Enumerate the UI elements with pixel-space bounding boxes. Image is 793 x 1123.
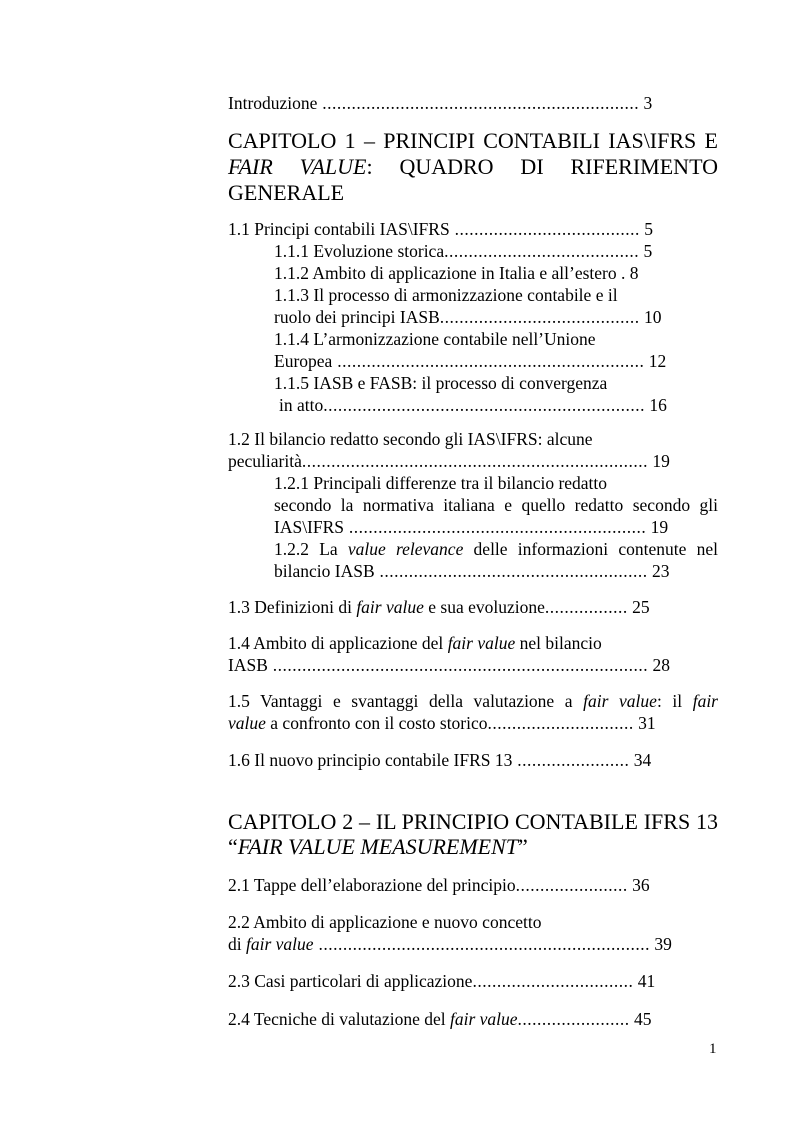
toc-leader: .................................................................... xyxy=(313,934,650,954)
toc-entry-1-1-2[interactable] xyxy=(274,262,638,284)
italic-term: fair value xyxy=(356,597,424,617)
toc-entry-1-2-line-2[interactable] xyxy=(228,450,670,472)
toc-label: bilancio IASB xyxy=(274,561,375,581)
toc-page: 3 xyxy=(639,93,653,113)
toc-leader: .................................................................. xyxy=(323,395,645,415)
italic-term: fair value xyxy=(449,1009,518,1029)
toc-entry-1-4-line-2[interactable] xyxy=(228,654,670,676)
toc-entry-1-1-3-line-2[interactable] xyxy=(274,306,662,328)
chapter-1-heading-line-3: GENERALE xyxy=(228,180,345,205)
toc-leader: ........................................ xyxy=(444,241,640,261)
toc-entry-1-1-5-line-2[interactable] xyxy=(279,394,667,416)
toc-label: 1.1.2 Ambito di applicazione in Italia e all’estero xyxy=(274,263,617,283)
toc-entry-2-2-line-1[interactable]: 2.2 Ambito di applicazione e nuovo concetto xyxy=(228,912,542,932)
toc-page: 8 xyxy=(625,263,639,283)
toc-entry-1-2-2-line-2[interactable] xyxy=(274,560,670,582)
toc-entry-1-6[interactable] xyxy=(228,749,651,771)
toc-leader: ................. xyxy=(544,597,628,617)
toc-entry-2-2-line-2[interactable]: di fair value .................................................................... 39 xyxy=(228,934,672,954)
toc-page: 10 xyxy=(639,307,662,327)
toc-leader: ....................................................................... xyxy=(301,451,648,471)
toc-leader: ....................... xyxy=(515,875,628,895)
toc-label: IAS\IFRS xyxy=(274,517,345,537)
toc-entry-1-1-4-line-1[interactable]: 1.1.4 L’armonizzazione contabile nell’Unione xyxy=(274,329,596,349)
toc-entry-1-1-1[interactable] xyxy=(274,240,652,262)
chapter-1-heading-line-2: FAIR VALUE: QUADRO DI RIFERIMENTO xyxy=(228,154,718,179)
toc-entry-2-1[interactable] xyxy=(228,874,650,896)
italic-term: fair value xyxy=(583,691,657,711)
toc-entry-1-1-3-line-1[interactable]: 1.1.3 Il processo di armonizzazione contabile e il xyxy=(274,285,618,305)
italic-term: fair value xyxy=(447,633,516,653)
toc-page: 5 xyxy=(639,241,653,261)
toc-entry-1-5-line-1[interactable]: 1.5 Vantaggi e svantaggi della valutazione a fair value: il fair xyxy=(228,691,718,711)
italic-term: value xyxy=(228,713,266,733)
toc-page: 39 xyxy=(649,934,672,954)
toc-leader: .............................. xyxy=(487,713,634,733)
chapter-2-heading-line-1: CAPITOLO 2 – IL PRINCIPIO CONTABILE IFRS 13 xyxy=(228,809,718,834)
chapter-1-heading-line-1: CAPITOLO 1 – PRINCIPI CONTABILI IAS\IFRS E xyxy=(228,128,718,153)
toc-page: 23 xyxy=(647,561,670,581)
toc-entry-1-2-1-line-3[interactable] xyxy=(274,516,668,538)
toc-entry-1-1-4-line-2[interactable] xyxy=(274,350,666,372)
chapter-2-italic-term: FAIR VALUE MEASUREMENT xyxy=(237,834,519,859)
toc-label: IASB xyxy=(228,655,268,675)
toc-leader: ............................................................. xyxy=(344,517,647,537)
toc-label: 1.1 Principi contabili IAS\IFRS xyxy=(228,219,450,239)
toc-leader: . xyxy=(616,263,626,283)
toc-entry-introduzione[interactable] xyxy=(228,92,652,114)
toc-page: 19 xyxy=(646,517,669,537)
toc-leader: ................................. xyxy=(472,971,634,991)
toc-leader: ....................................................... xyxy=(374,561,648,581)
toc-entry-1-2-line-1[interactable]: 1.2 Il bilancio redatto secondo gli IAS\IFRS: alcune xyxy=(228,429,593,449)
toc-entry-1-5-line-2[interactable]: value a confronto con il costo storico.............................. 31 xyxy=(228,713,656,733)
toc-page: 41 xyxy=(633,971,656,991)
toc-entry-1-1[interactable] xyxy=(228,218,653,240)
toc-leader: ....................... xyxy=(512,750,630,770)
toc-entry-1-1-5-line-1[interactable]: 1.1.5 IASB e FASB: il processo di convergenza xyxy=(274,373,608,393)
toc-label: 1.6 Il nuovo principio contabile IFRS 13 xyxy=(228,750,513,770)
toc-label: peculiarità xyxy=(228,451,302,471)
toc-page: 12 xyxy=(644,351,667,371)
toc-label: 2.3 Casi particolari di applicazione xyxy=(228,971,473,991)
toc-label: in atto xyxy=(279,395,324,415)
toc-label: 2.1 Tappe dell’elaborazione del principio xyxy=(228,875,516,895)
chapter-1-italic-term: FAIR VALUE xyxy=(228,154,367,179)
toc-leader: ....................... xyxy=(517,1009,630,1029)
toc-page: 16 xyxy=(644,395,667,415)
toc-leader: ............................................................................. xyxy=(267,655,649,675)
toc-entry-1-2-2-line-1[interactable]: 1.2.2 La value relevance delle informazioni contenute nel xyxy=(274,539,718,559)
toc-entry-1-3[interactable]: 1.3 Definizioni di fair value e sua evoluzione................. 25 xyxy=(228,597,650,617)
toc-leader: ................................................................. xyxy=(317,93,640,113)
toc-entry-1-2-1-line-1[interactable]: 1.2.1 Principali differenze tra il bilancio redatto xyxy=(274,473,608,493)
toc-leader: ......................................... xyxy=(439,307,640,327)
toc-entry-2-3[interactable] xyxy=(228,970,655,992)
italic-term: fair value xyxy=(246,934,314,954)
toc-page: 28 xyxy=(648,655,670,675)
toc-entry-1-2-1-line-2[interactable]: secondo la normativa italiana e quello redatto secondo gli xyxy=(274,495,718,515)
italic-term: fair xyxy=(692,691,718,711)
toc-leader: ............................................................... xyxy=(332,351,645,371)
toc-label: Introduzione xyxy=(228,93,318,113)
toc-label: Europea xyxy=(274,351,333,371)
toc-leader: ...................................... xyxy=(449,219,640,239)
toc-page: 5 xyxy=(639,219,653,239)
toc-page: 31 xyxy=(633,713,656,733)
italic-term: value relevance xyxy=(347,539,464,559)
toc-page: 36 xyxy=(627,875,650,895)
toc-entry-1-4-line-1[interactable]: 1.4 Ambito di applicazione del fair value nel bilancio xyxy=(228,633,602,653)
toc-page: 19 xyxy=(647,451,670,471)
toc-page: 45 xyxy=(629,1009,652,1029)
toc-page: 25 xyxy=(627,597,650,617)
page-number: 1 xyxy=(709,1041,717,1057)
toc-page: 34 xyxy=(629,750,652,770)
toc-label: ruolo dei principi IASB xyxy=(274,307,440,327)
chapter-2-heading-line-2: “FAIR VALUE MEASUREMENT” xyxy=(228,834,528,859)
toc-label: 1.1.1 Evoluzione storica xyxy=(274,241,445,261)
toc-entry-2-4[interactable]: 2.4 Tecniche di valutazione del fair value....................... 45 xyxy=(228,1009,652,1029)
